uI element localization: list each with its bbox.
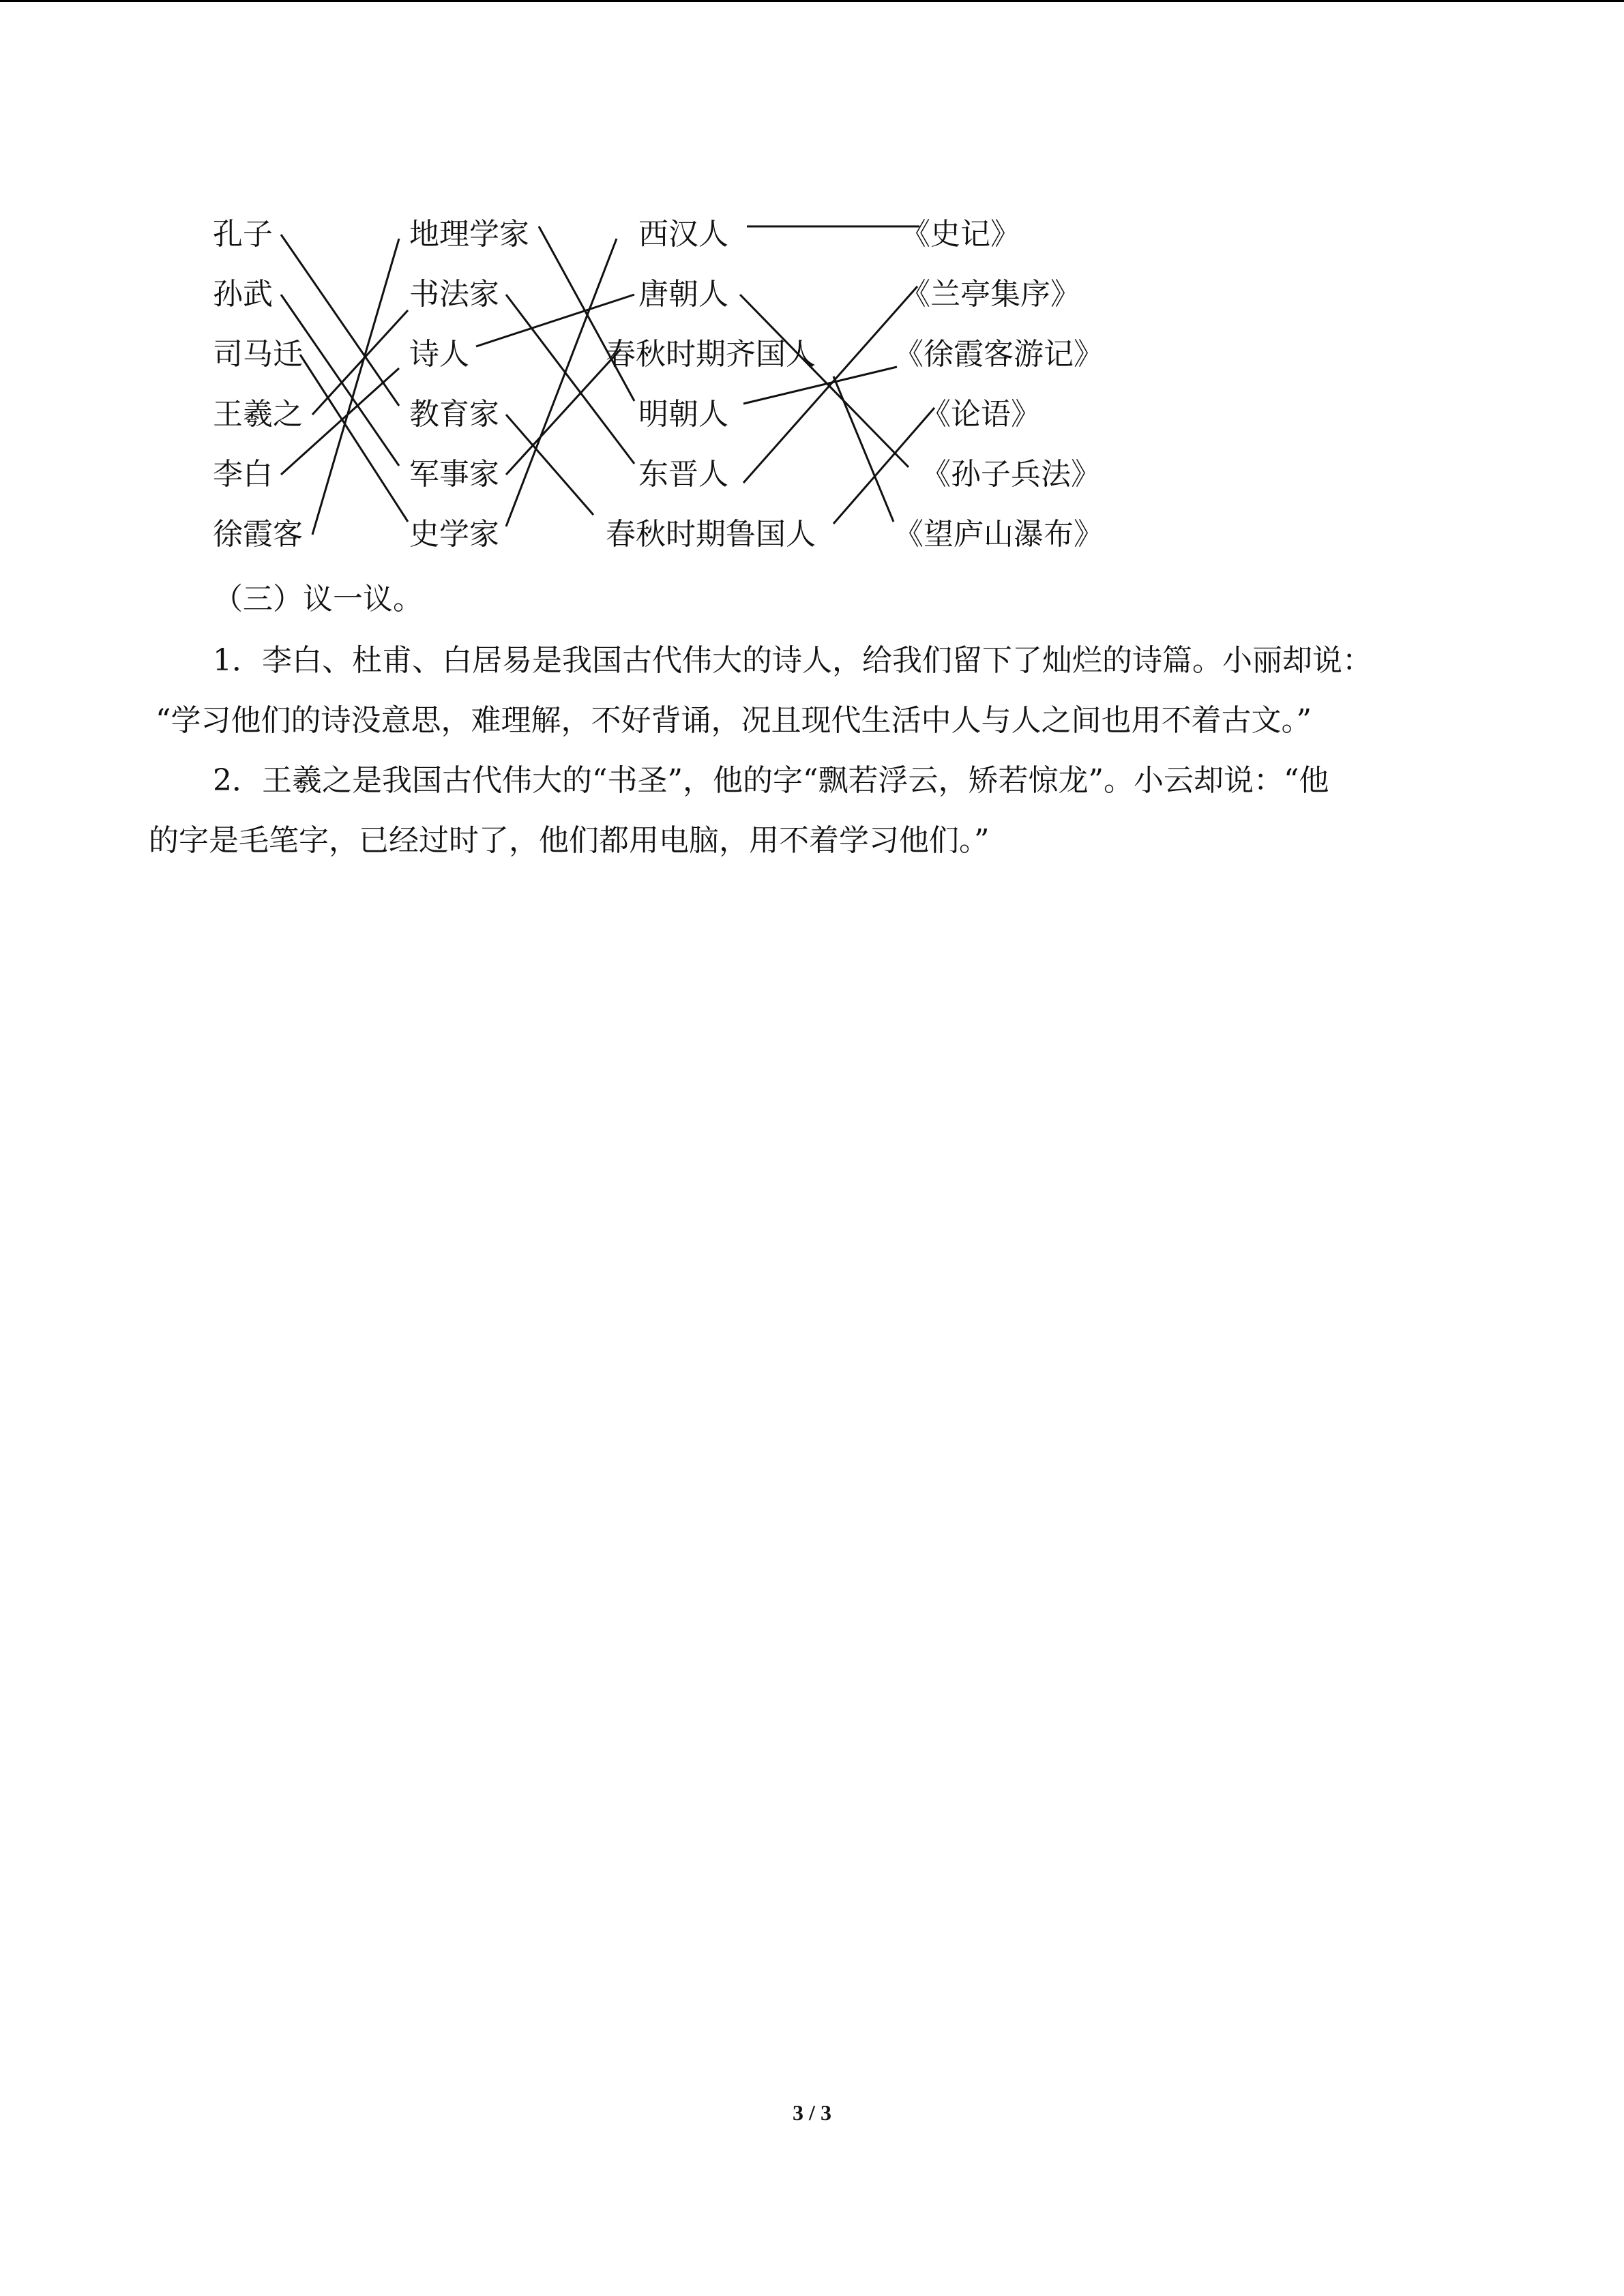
link-line — [539, 226, 634, 401]
link-line — [506, 415, 593, 515]
paragraph-2-line-1: 2．王羲之是我国古代伟大的“书圣”，他的字“飘若浮云，矫若惊龙”。小云却说：“他 — [213, 763, 1329, 798]
person-item: 司马迁 — [213, 337, 303, 372]
occupation-item: 诗人 — [409, 337, 469, 372]
occupation-item: 史学家 — [409, 517, 499, 552]
link-line — [833, 408, 934, 524]
section-heading: （三）议一议。 — [213, 582, 423, 616]
work-item: 《兰亭集序》 — [900, 277, 1080, 312]
link-line — [506, 349, 621, 475]
work-item: 《孙子兵法》 — [921, 457, 1101, 492]
link-line — [740, 295, 909, 467]
occupation-item: 军事家 — [409, 457, 499, 492]
link-line — [300, 355, 408, 522]
person-item: 孔子 — [213, 217, 273, 252]
origin-item: 明朝人 — [638, 397, 728, 432]
person-item: 王羲之 — [213, 397, 303, 432]
origin-item: 东晋人 — [638, 457, 728, 492]
matching-exercise — [0, 0, 1624, 586]
paragraph-1-line-2: “学习他们的诗没意思，难理解，不好背诵，况且现代生活中人与人之间也用不着古文。” — [156, 703, 1312, 738]
link-line — [506, 239, 617, 526]
page-number: 3 / 3 — [793, 2100, 831, 2125]
paragraph-2-line-2: 的字是毛笔字，已经过时了，他们都用电脑，用不着学习他们。” — [149, 823, 990, 858]
occupation-item: 教育家 — [409, 397, 499, 432]
link-line — [506, 295, 634, 464]
link-line — [743, 286, 917, 483]
origin-item: 春秋时期鲁国人 — [606, 517, 816, 552]
work-item: 《望庐山瀑布》 — [894, 517, 1104, 552]
occupation-item: 书法家 — [409, 277, 499, 312]
work-item: 《史记》 — [900, 217, 1020, 252]
person-item: 孙武 — [213, 277, 273, 312]
person-item: 徐霞客 — [213, 517, 303, 552]
occupation-item: 地理学家 — [409, 217, 529, 252]
origin-item: 西汉人 — [638, 217, 728, 252]
origin-item: 春秋时期齐国人 — [606, 337, 816, 372]
work-item: 《徐霞客游记》 — [894, 337, 1104, 372]
paragraph-1-line-1: 1．李白、杜甫、白居易是我国古代伟大的诗人，给我们留下了灿烂的诗篇。小丽却说： — [213, 643, 1372, 678]
link-line — [833, 376, 894, 522]
work-item: 《论语》 — [921, 397, 1041, 432]
person-item: 李白 — [213, 457, 273, 492]
origin-item: 唐朝人 — [638, 277, 728, 312]
